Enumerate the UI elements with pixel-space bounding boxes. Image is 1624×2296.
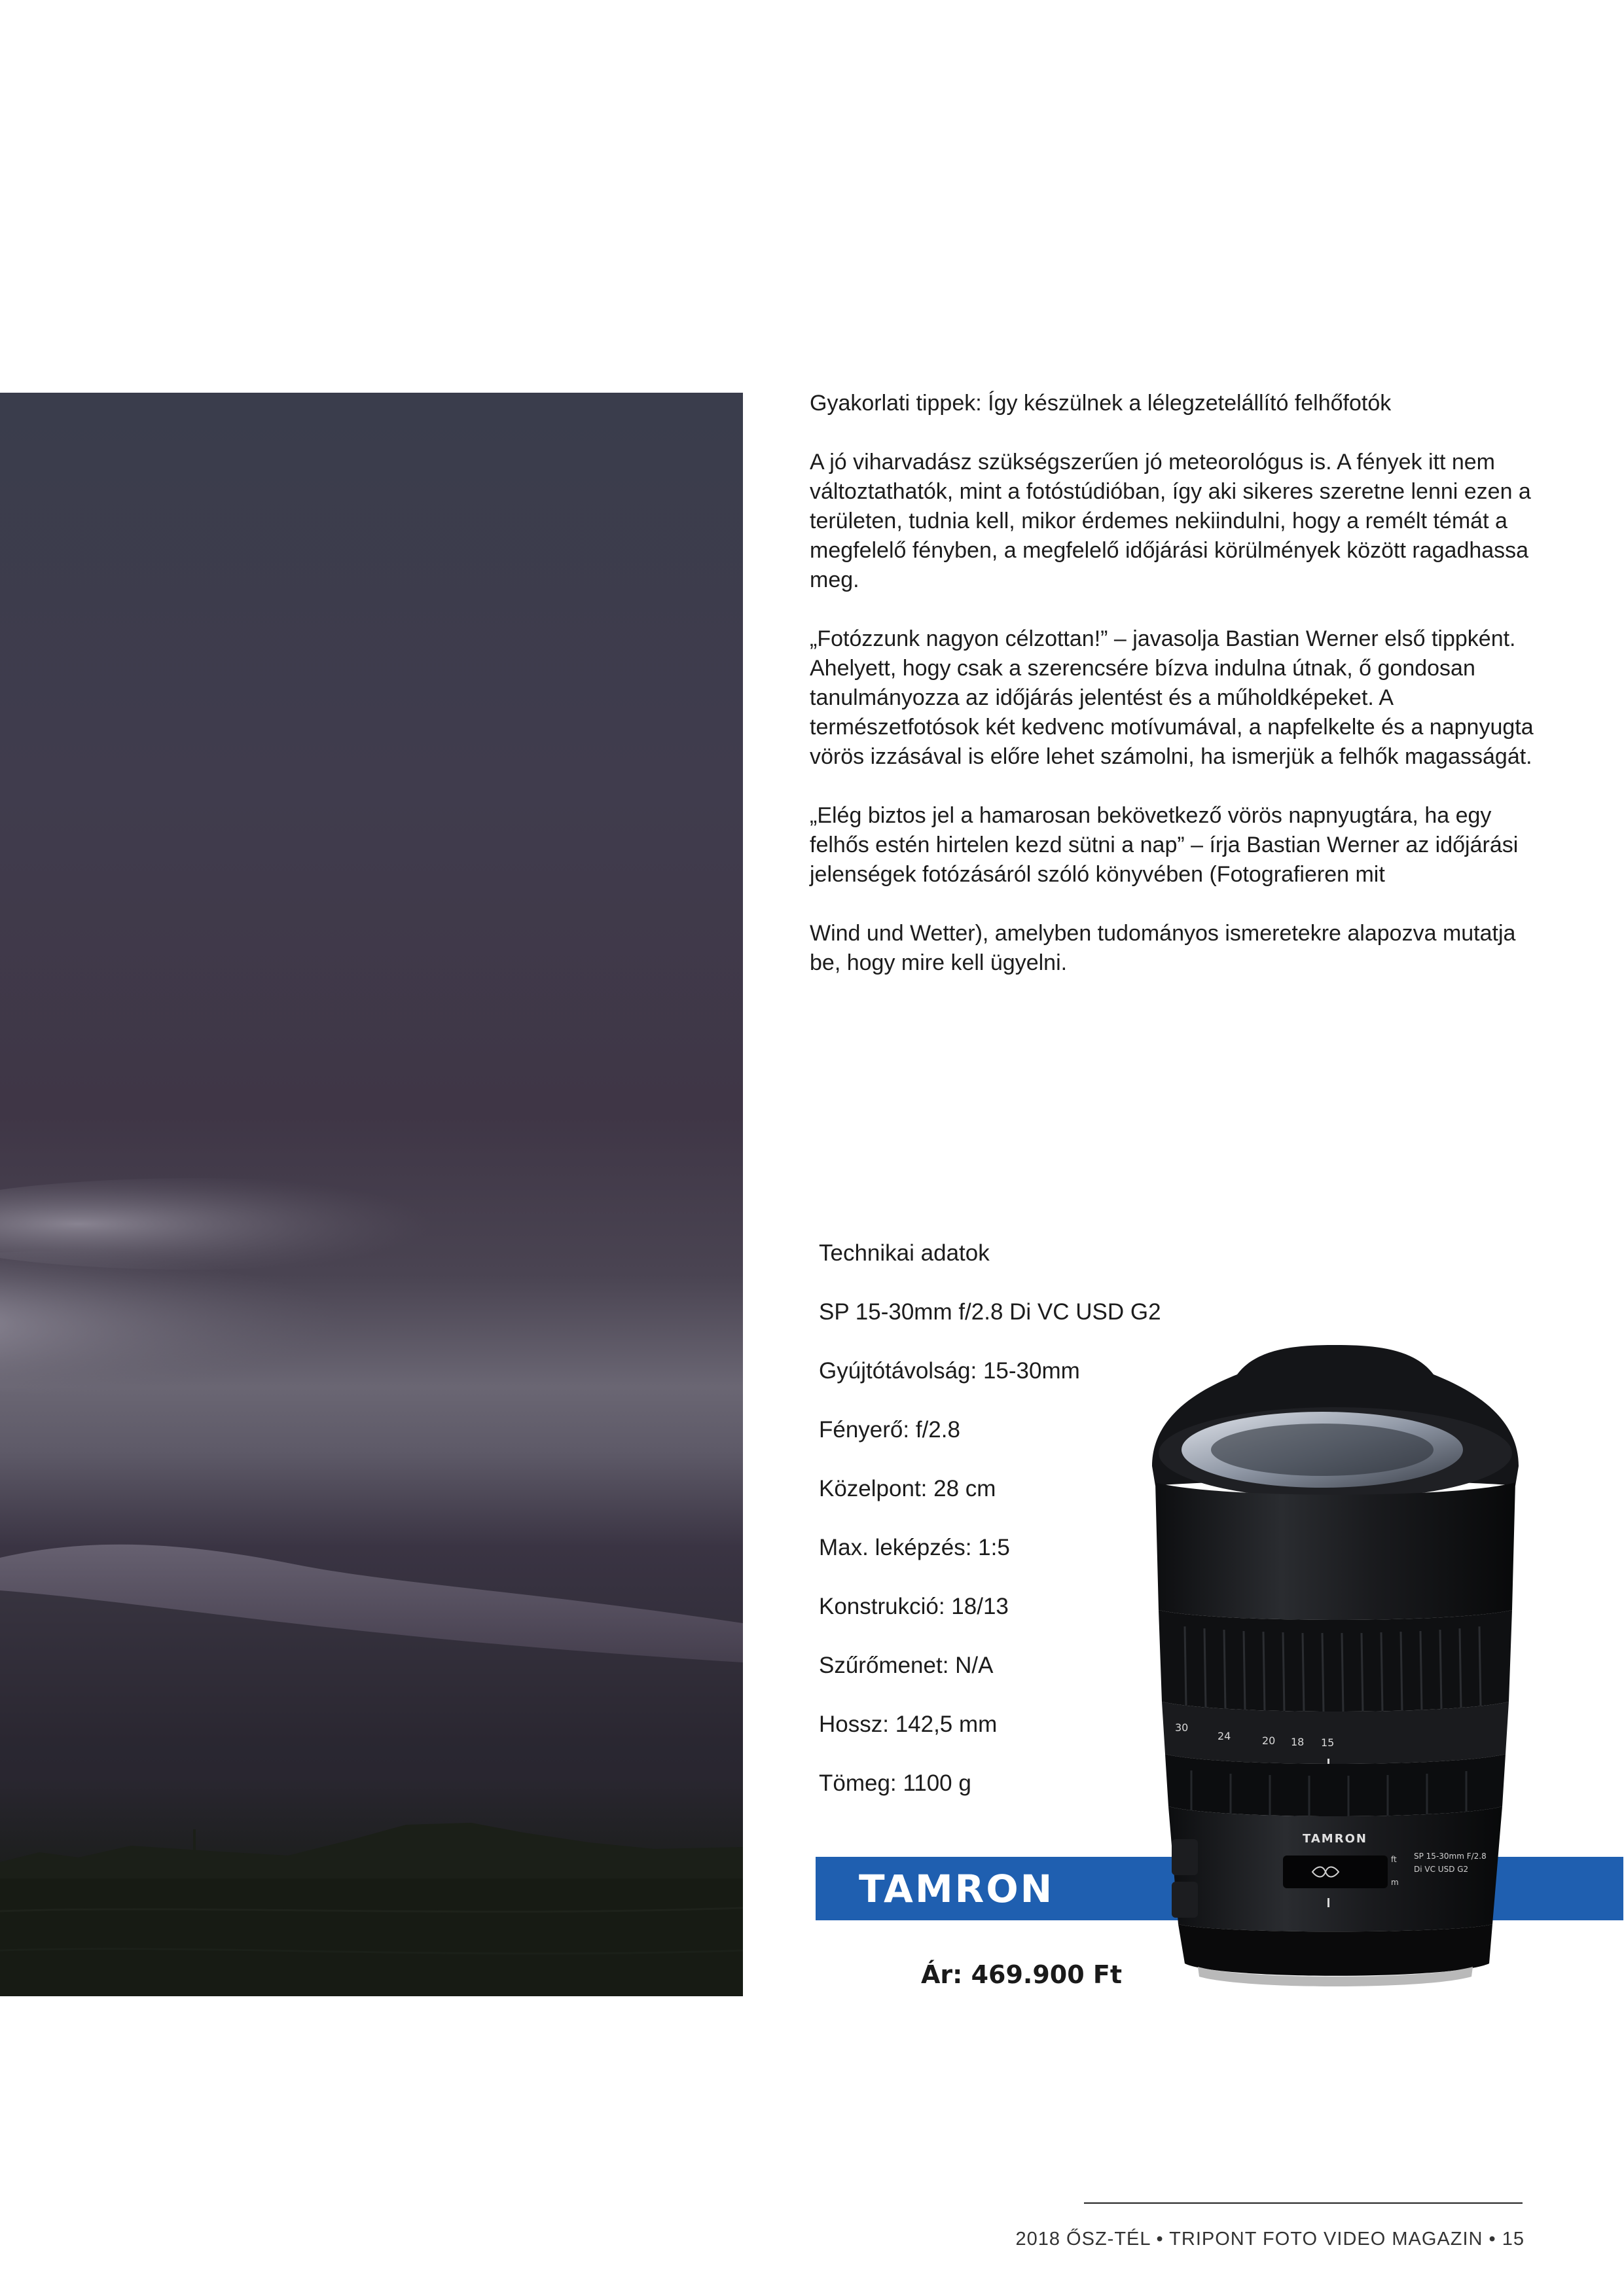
distance-unit-ft: ft (1391, 1855, 1397, 1864)
lens-product-image (1126, 1335, 1545, 1990)
lens-model-marking: Di VC USD G2 (1414, 1865, 1469, 1874)
storm-cloud-photo (0, 393, 743, 1996)
lens-brand-marking: TAMRON (1303, 1832, 1367, 1846)
spec-construction: Konstrukció: 18/13 (819, 1594, 1009, 1619)
storm-cloud-illustration (0, 393, 743, 1996)
spec-aperture: Fényerő: f/2.8 (819, 1417, 960, 1443)
article-body (810, 389, 1543, 1007)
spec-focal-length: Gyújtótávolság: 15-30mm (819, 1358, 1080, 1384)
specs-title: Technikai adatok (819, 1240, 990, 1266)
distance-unit-m: m (1391, 1878, 1399, 1887)
page-footer: 2018 ŐSZ-TÉL • TRIPONT FOTO VIDEO MAGAZIN • 15 (1015, 2229, 1525, 2250)
footer-divider (1084, 2202, 1523, 2204)
article-paragraph: „Fotózzunk nagyon célzottan!” – javasolja Bastian Werner első tippként. Ahelyett, hogy csak a szerencsére bízva indulna útnak, ő gondosan tanulmányozza az időjárás jelentést és a műholdképeket. A természetfotósok két kedvenc motívumával, a napfelkelte és a napnyugta vörös izzásával is előre lehet számolni, ha ismerjük a felhők magasságát. (810, 626, 1534, 769)
focal-mark-20: 20 (1262, 1734, 1276, 1747)
spec-magnification: Max. leképzés: 1:5 (819, 1535, 1010, 1560)
lens-model-marking: SP 15-30mm F/2.8 (1414, 1852, 1487, 1861)
focal-mark-24: 24 (1218, 1730, 1231, 1742)
brand-logo-text: TAMRON (859, 1867, 1055, 1911)
article-heading: Gyakorlati tippek: Így készülnek a lélegzetelállító felhőfotók (810, 391, 1392, 416)
price: Ár: 469.900 Ft (921, 1960, 1123, 1989)
spec-length: Hossz: 142,5 mm (819, 1712, 998, 1737)
focal-mark-18: 18 (1291, 1736, 1305, 1748)
spec-model: SP 15-30mm f/2.8 Di VC USD G2 (819, 1299, 1161, 1325)
focal-mark-30: 30 (1175, 1721, 1189, 1734)
article-paragraph: A jó viharvadász szükségszerűen jó meteorológus is. A fények itt nem változtathatók, mint a fotóstúdióban, így aki sikeres szeretne lenni ezen a területen, tudnia kell, mikor érdemes nekiindulni, hogy a remélt témát a megfelelő fényben, a megfelelő időjárási körülmények között ragadhassa meg. (810, 450, 1531, 592)
spec-weight: Tömeg: 1100 g (819, 1770, 971, 1796)
spec-filter: Szűrőmenet: N/A (819, 1653, 994, 1678)
focal-mark-15: 15 (1321, 1736, 1335, 1749)
article-paragraph: Wind und Wetter), amelyben tudományos ismeretekre alapozva mutatja be, hogy mire kell ügyelni. (810, 921, 1516, 975)
lens-illustration (1126, 1335, 1545, 1990)
spec-close-focus: Közelpont: 28 cm (819, 1476, 996, 1501)
article-paragraph: „Elég biztos jel a hamarosan bekövetkező vörös napnyugtára, ha egy felhős estén hirtelen kezd sütni a nap” – írja Bastian Werner az időjárási jelenségek fotózásáról szóló könyvében (Fotografieren mit (810, 803, 1519, 887)
